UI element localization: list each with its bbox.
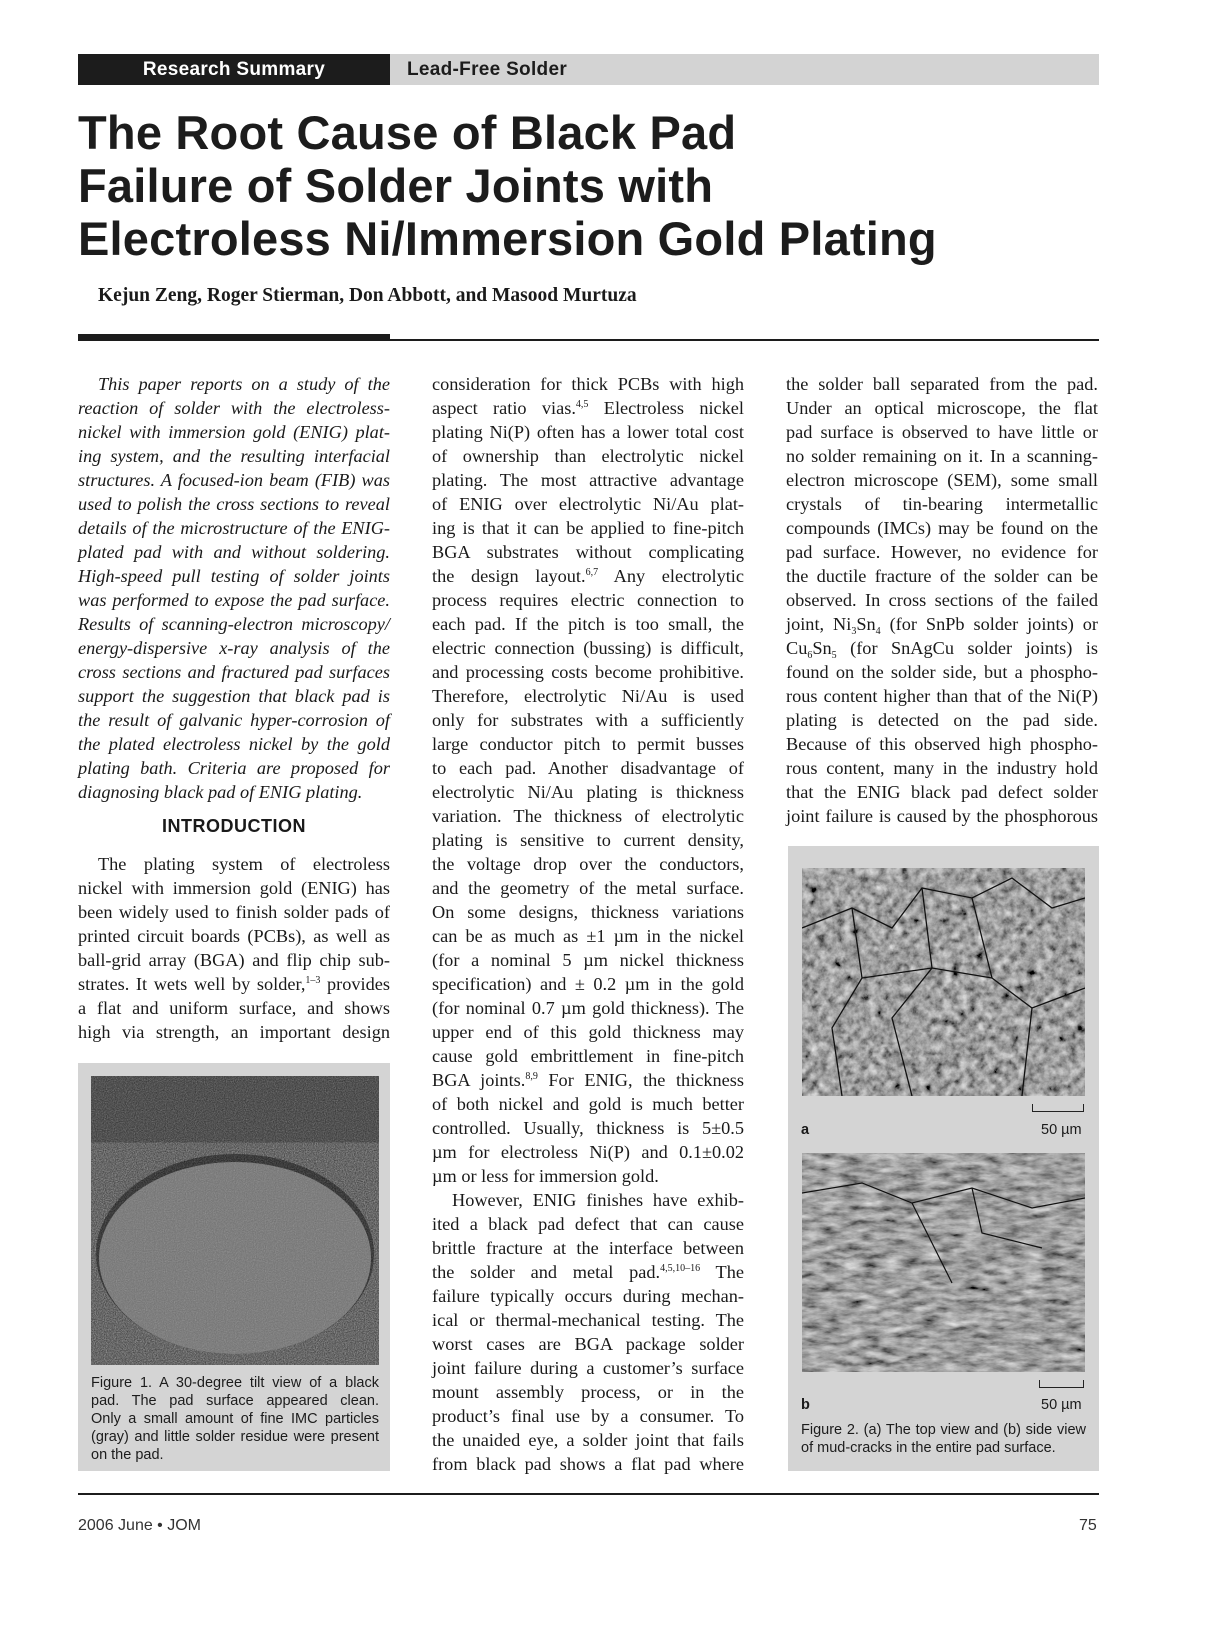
text-line — [432, 1068, 744, 1092]
text: product’s final use by a consumer. To — [432, 1406, 744, 1426]
scale-label-a: 50 µm — [1041, 1122, 1082, 1138]
text-line — [432, 684, 744, 708]
text: ited a black pad defect that can cause — [432, 1214, 744, 1234]
text-line — [786, 444, 1098, 468]
text-line — [432, 396, 744, 420]
text: was performed to expose the pad surface. — [78, 590, 390, 610]
text: only for substrates with a sufficiently — [432, 710, 744, 730]
panel-label-a: a — [801, 1122, 810, 1138]
text-line — [78, 972, 390, 996]
text-line — [786, 660, 1098, 684]
text: of both nickel and gold is much better — [432, 1094, 744, 1114]
text: Figure 2. (a) The top view and (b) side view — [801, 1422, 1086, 1438]
text-line — [432, 1356, 744, 1380]
text-line — [78, 780, 390, 804]
text: diagnosing black pad of ENIG plating. — [78, 782, 363, 802]
text-line — [432, 780, 744, 804]
text-line — [78, 636, 390, 660]
text: reaction of solder with the electroless- — [78, 398, 390, 418]
text-line — [78, 612, 390, 636]
text-line — [432, 444, 744, 468]
text: observed. In cross sections of the failed — [786, 590, 1098, 610]
body-column-1 — [78, 852, 390, 1044]
body-column-2 — [432, 372, 744, 1476]
panel-label-b: b — [801, 1397, 810, 1413]
text-line — [78, 516, 390, 540]
text-line — [432, 1404, 744, 1428]
sem-image-pad — [91, 1076, 379, 1365]
text: The plating system of electroless — [98, 854, 390, 874]
text-line — [801, 1421, 1086, 1439]
text: This paper reports on a study of the — [98, 374, 390, 394]
section-label: Research Summary — [78, 54, 390, 85]
text-line — [78, 684, 390, 708]
text-line — [78, 468, 390, 492]
text: mount assembly process, or in the — [432, 1382, 744, 1402]
text: (for SnAgCu solder joints) is — [836, 638, 1098, 658]
topic-label: Lead-Free Solder — [390, 54, 1099, 85]
divider — [78, 1493, 1099, 1495]
text-line — [78, 1020, 390, 1044]
text: (gray) and little solder residue were present — [91, 1429, 379, 1445]
text: controlled. Usually, thickness is 5±0.5 — [432, 1118, 744, 1138]
text: rous content higher than that of the Ni(P) — [786, 686, 1098, 706]
text-line — [786, 492, 1098, 516]
text-line — [786, 756, 1098, 780]
text-line — [432, 516, 744, 540]
figure-1-caption — [91, 1374, 379, 1464]
text: pad surface is observed to have little or — [786, 422, 1098, 442]
authors: Kejun Zeng, Roger Stierman, Don Abbott, and Masood Murtuza — [98, 285, 637, 306]
text-line — [432, 1212, 744, 1236]
text-line — [432, 468, 744, 492]
text: each pad. If the pitch is too small, the — [432, 614, 744, 634]
text-line — [432, 1260, 744, 1284]
subscript: 4 — [875, 626, 881, 637]
text: Sn — [856, 614, 876, 634]
text: provides — [320, 974, 390, 994]
text: worst cases are BGA package solder — [432, 1334, 744, 1354]
text: (for SnPb solder joints) or — [880, 614, 1098, 634]
text-line — [78, 660, 390, 684]
text-line — [432, 372, 744, 396]
citation-superscript: 8,9 — [525, 1071, 538, 1082]
text: of ownership than electrolytic nickel — [432, 446, 744, 466]
text: Only a small amount of fine IMC particles — [91, 1411, 379, 1427]
text: aspect ratio vias. — [432, 398, 576, 418]
text-line — [432, 1452, 744, 1476]
text-line — [786, 564, 1098, 588]
text: On some designs, thickness variations — [432, 902, 744, 922]
text: to each pad. Another disadvantage of — [432, 758, 744, 778]
text-line — [78, 708, 390, 732]
text-line — [78, 420, 390, 444]
text-line — [786, 780, 1098, 804]
text: Any electrolytic — [598, 566, 744, 586]
text: electrolytic Ni/Au plating is thickness — [432, 782, 744, 802]
text: High-speed pull testing of solder joints — [78, 566, 390, 586]
text: on the pad. — [91, 1447, 164, 1463]
article-title — [78, 106, 1118, 265]
scale-bar — [1032, 1104, 1084, 1112]
text: compounds (IMCs) may be found on the — [786, 518, 1098, 538]
text: BGA joints. — [432, 1070, 526, 1090]
text: high via strength, an important design — [78, 1022, 390, 1042]
text-line — [78, 372, 390, 396]
text-line — [432, 1140, 744, 1164]
text-line — [432, 636, 744, 660]
figure-2-caption — [801, 1421, 1086, 1457]
text: found on the solder side, but a phospho- — [786, 662, 1098, 682]
citation-superscript: 4,5,10–16 — [660, 1263, 701, 1274]
footer-journal: 2006 June • JOM — [78, 1517, 201, 1534]
text: used to polish the cross sections to reveal — [78, 494, 390, 514]
text: large conductor pitch to permit busses — [432, 734, 744, 754]
text: Electroless nickel — [588, 398, 745, 418]
text: Results of scanning-electron microscopy/ — [78, 614, 390, 634]
text-line — [432, 852, 744, 876]
text-line — [78, 564, 390, 588]
text: plated pad with and without soldering. — [78, 542, 390, 562]
text: support the suggestion that black pad is — [78, 686, 390, 706]
subscript: 6 — [807, 650, 813, 661]
text-line — [432, 1092, 744, 1116]
text: For ENIG, the thickness — [537, 1070, 744, 1090]
text: the unaided eye, a solder joint that fails — [432, 1430, 744, 1450]
citation-superscript: 6,7 — [585, 567, 599, 578]
text: and processing costs become prohibitive. — [432, 662, 744, 682]
text: pad. The pad surface appeared clean. — [91, 1393, 379, 1409]
text-line — [432, 588, 744, 612]
text: of mud-cracks in the entire pad surface. — [801, 1440, 1056, 1456]
text: that the ENIG black pad defect solder — [786, 782, 1098, 802]
text-line — [78, 924, 390, 948]
text: failure typically occurs during mechan- — [432, 1286, 744, 1306]
text-line — [786, 708, 1098, 732]
title-line: Electroless Ni/Immersion Gold Plating — [78, 212, 937, 265]
text: However, ENIG finishes have exhib- — [452, 1190, 744, 1210]
text-line — [432, 924, 744, 948]
figure-2 — [788, 846, 1099, 1471]
body-column-3 — [786, 372, 1098, 828]
text-line — [91, 1428, 379, 1446]
subscript: 5 — [831, 650, 837, 661]
text: joint, Ni — [786, 614, 852, 634]
text-line — [432, 1164, 744, 1188]
text: Because of this observed high phospho- — [786, 734, 1098, 754]
text: µm for electroless Ni(P) and 0.1±0.02 — [432, 1142, 744, 1162]
text-line — [432, 420, 744, 444]
text: consideration for thick PCBs with high — [432, 374, 744, 394]
text: ing system, and the resulting interfacial — [78, 446, 390, 466]
text: Under an optical microscope, the flat — [786, 398, 1098, 418]
text-line — [432, 612, 744, 636]
text: (for a nominal 5 µm nickel thickness — [432, 950, 744, 970]
title-line: Failure of Solder Joints with — [78, 159, 714, 212]
text-line — [78, 996, 390, 1020]
text-line — [432, 996, 744, 1020]
text-line — [432, 1380, 744, 1404]
text-line — [786, 636, 1098, 660]
text: no solder remaining on it. In a scanning- — [786, 446, 1098, 466]
text-line — [91, 1446, 379, 1464]
text: details of the microstructure of the ENIG- — [78, 518, 390, 538]
text-line — [91, 1410, 379, 1428]
text-line — [78, 852, 390, 876]
text: plating. The most attractive advantage — [432, 470, 744, 490]
text-line — [432, 1308, 744, 1332]
text-line — [786, 516, 1098, 540]
abstract — [78, 372, 390, 804]
text: ical or thermal-mechanical testing. The — [432, 1310, 744, 1330]
text-line — [432, 948, 744, 972]
text-line — [432, 1332, 744, 1356]
text-line — [786, 396, 1098, 420]
text: process requires electric connection to — [432, 590, 744, 610]
citation-superscript: 1–3 — [305, 975, 321, 986]
text-line — [432, 876, 744, 900]
text-line — [432, 828, 744, 852]
text-line — [91, 1374, 379, 1392]
text: pad surface. However, no evidence for — [786, 542, 1098, 562]
text: cause gold embrittlement in fine-pitch — [432, 1046, 744, 1066]
text: nickel with immersion gold (ENIG) plat- — [78, 422, 390, 442]
text-line — [801, 1439, 1086, 1457]
text-line — [78, 540, 390, 564]
citation-superscript: 4,5 — [575, 399, 589, 410]
text: joint failure during a customer’s surface — [432, 1358, 744, 1378]
text-line — [432, 900, 744, 924]
scale-label-b: 50 µm — [1041, 1397, 1082, 1413]
sem-image-side-view — [802, 1153, 1085, 1372]
text: energy-dispersive x-ray analysis of the — [78, 638, 390, 658]
scale-bar — [1039, 1380, 1084, 1388]
text-line — [432, 1236, 744, 1260]
text: strates. It wets well by solder, — [78, 974, 306, 994]
subscript: 3 — [851, 626, 857, 637]
text: (for nominal 0.7 µm gold thickness). The — [432, 998, 744, 1018]
text: Cu — [786, 638, 808, 658]
text-line — [432, 564, 744, 588]
text: the result of galvanic hyper-corrosion of — [78, 710, 390, 730]
text-line — [432, 1428, 744, 1452]
text-line — [78, 948, 390, 972]
text: of ENIG over electrolytic Ni/Au plat- — [432, 494, 744, 514]
text: can be as much as ±1 µm in the nickel — [432, 926, 744, 946]
text: The — [700, 1262, 744, 1282]
text: BGA substrates without complicating — [432, 542, 744, 562]
text: the solder ball separated from the pad. — [786, 374, 1098, 394]
text: the ductile fracture of the solder can be — [786, 566, 1098, 586]
text: crystals of tin-bearing intermetallic — [786, 494, 1098, 514]
text: cross sections and fractured pad surfaces — [78, 662, 390, 682]
text-line — [786, 588, 1098, 612]
text: and the geometry of the metal surface. — [432, 878, 744, 898]
text-line — [432, 492, 744, 516]
text: the solder and metal pad. — [432, 1262, 661, 1282]
text-line — [432, 660, 744, 684]
text-line — [432, 1284, 744, 1308]
text: from black pad shows a flat pad where — [432, 1454, 744, 1474]
text: the design layout. — [432, 566, 586, 586]
text-line — [78, 444, 390, 468]
divider — [78, 334, 390, 341]
text: the voltage drop over the conductors, — [432, 854, 744, 874]
text: plating is sensitive to current density, — [432, 830, 744, 850]
text-line — [78, 492, 390, 516]
text: structures. A focused-ion beam (FIB) was — [78, 470, 390, 490]
text-line — [91, 1392, 379, 1410]
text: Figure 1. A 30-degree tilt view of a black — [91, 1375, 379, 1391]
text: electric connection (bussing) is difficult, — [432, 638, 744, 658]
text-line — [78, 732, 390, 756]
text-line — [786, 732, 1098, 756]
text-line — [432, 1116, 744, 1140]
text: rous content, many in the industry hold — [786, 758, 1098, 778]
text-line — [432, 972, 744, 996]
text-line — [432, 804, 744, 828]
text-line — [432, 732, 744, 756]
text-line — [432, 1020, 744, 1044]
text: nickel with immersion gold (ENIG) has — [78, 878, 390, 898]
section-heading: INTRODUCTION — [162, 816, 306, 836]
text: ing is that it can be applied to fine-pitch — [432, 518, 744, 538]
text-line — [432, 540, 744, 564]
text-line — [786, 420, 1098, 444]
text: µm or less for immersion gold. — [432, 1166, 659, 1186]
text-line — [786, 804, 1098, 828]
text: plating is detected on the pad side. — [786, 710, 1098, 730]
divider — [390, 339, 1099, 341]
text: plating bath. Criteria are proposed for — [78, 758, 390, 778]
sem-image-top-view — [802, 868, 1085, 1096]
text-line — [786, 540, 1098, 564]
text-line — [432, 1044, 744, 1068]
text: printed circuit boards (PCBs), as well as — [78, 926, 390, 946]
text: Sn — [812, 638, 832, 658]
text-line — [786, 684, 1098, 708]
text-line — [78, 396, 390, 420]
title-line: The Root Cause of Black Pad — [78, 106, 737, 159]
text: the plated electroless nickel by the gold — [78, 734, 390, 754]
text-line — [78, 876, 390, 900]
text-line — [786, 612, 1098, 636]
text: been widely used to finish solder pads of — [78, 902, 390, 922]
text: electron microscope (SEM), some small — [786, 470, 1098, 490]
text: upper end of this gold thickness may — [432, 1022, 744, 1042]
text: joint failure is caused by the phosphorous — [786, 806, 1098, 826]
text: ball-grid array (BGA) and flip chip sub- — [78, 950, 390, 970]
text-line — [432, 708, 744, 732]
figure-1 — [78, 1063, 390, 1471]
text: Therefore, electrolytic Ni/Au is used — [432, 686, 744, 706]
text-line — [78, 756, 390, 780]
text-line — [78, 900, 390, 924]
text: specification) and ± 0.2 µm in the gold — [432, 974, 744, 994]
text: a flat and uniform surface, and shows — [78, 998, 390, 1018]
text-line — [432, 1188, 744, 1212]
text-line — [432, 756, 744, 780]
text-line — [786, 372, 1098, 396]
text-line — [78, 588, 390, 612]
page-number: 75 — [1079, 1517, 1097, 1534]
text: brittle fracture at the interface between — [432, 1238, 744, 1258]
text: variation. The thickness of electrolytic — [432, 806, 744, 826]
text: plating Ni(P) often has a lower total cost — [432, 422, 744, 442]
text-line — [786, 468, 1098, 492]
